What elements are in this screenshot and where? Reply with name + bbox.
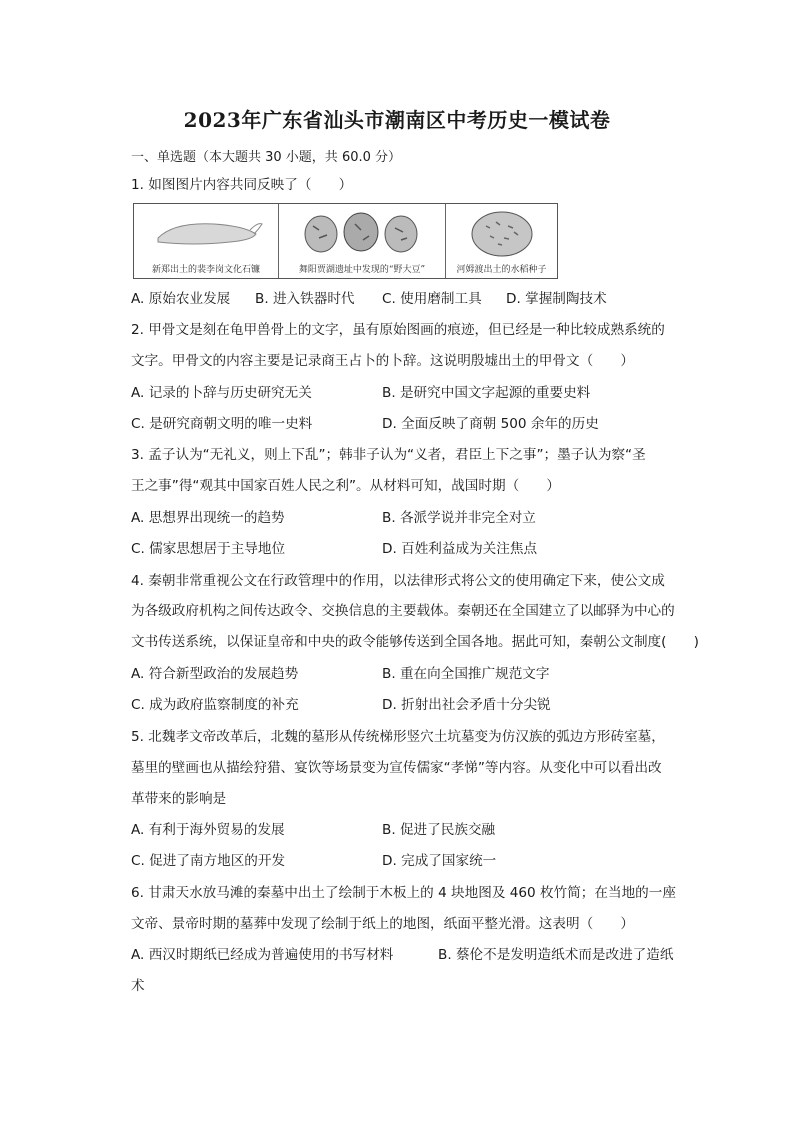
q3-option-c: C. 儒家思想居于主导地位	[131, 541, 286, 557]
q3-option-b: B. 各派学说并非完全对立	[382, 510, 536, 526]
q4-option-a: A. 符合新型政治的发展趋势	[131, 666, 299, 682]
q5-option-c: C. 促进了南方地区的开发	[131, 853, 286, 869]
q3-option-a: A. 思想界出现统一的趋势	[131, 510, 285, 526]
section-heading: 一、单选题（本大题共 30 小题，共 60.0 分）	[131, 150, 402, 165]
page-title: 2023年广东省汕头市潮南区中考历史一模试卷	[183, 108, 611, 132]
q1-option-c: C. 使用磨制工具	[382, 291, 482, 307]
q1-option-d: D. 掌握制陶技术	[506, 291, 607, 307]
question-6-line: 文帝、景帝时期的墓葬中发现了绘制于纸上的地图，纸面平整光滑。这表明（ ）	[131, 916, 634, 932]
q2-option-b: B. 是研究中国文字起源的重要史料	[382, 385, 591, 401]
question-2-line: 文字。甲骨文的内容主要是记录商王占卜的卜辞。这说明殷墟出土的甲骨文（ ）	[131, 353, 634, 369]
question-5-line: 革带来的影响是	[131, 791, 227, 807]
q2-option-c: C. 是研究商朝文明的唯一史料	[131, 416, 313, 432]
q1-figure	[133, 203, 558, 279]
question-6-line: 6. 甘肃天水放马滩的秦墓中出土了绘制于木板上的 4 块地图及 460 枚竹简；在当地的一座	[131, 885, 676, 901]
q1-option-a: A. 原始农业发展	[131, 291, 231, 307]
q4-option-d: D. 折射出社会矛盾十分尖锐	[382, 697, 551, 713]
question-4-line: 为各级政府机构之间传达政令、交换信息的主要载体。秦朝还在全国建立了以邮驿为中心的	[131, 603, 675, 619]
question-4-line: 4. 秦朝非常重视公文在行政管理中的作用，以法律形式将公文的使用确定下来，使公文成	[131, 573, 665, 589]
q5-option-d: D. 完成了国家统一	[382, 853, 497, 869]
stone-sickle-image	[134, 204, 279, 278]
q2-option-d: D. 全面反映了商朝 500 余年的历史	[382, 416, 599, 432]
question-5-line: 5. 北魏孝文帝改革后，北魏的墓形从传统梯形竖穴土坑墓变为仿汉族的弧边方形砖室墓，	[131, 729, 665, 745]
q6-option-b-continued: 术	[131, 978, 145, 994]
question-2-line: 2. 甲骨文是刻在龟甲兽骨上的文字，虽有原始图画的痕迹，但已经是一种比较成熟系统的	[131, 322, 665, 338]
rice-seed-image	[446, 204, 557, 278]
q5-option-b: B. 促进了民族交融	[382, 822, 496, 838]
question-3-line: 3. 孟子认为“无礼义，则上下乱”；韩非子认为“义者，君臣上下之事”；墨子认为察“圣	[131, 447, 646, 463]
q4-option-c: C. 成为政府监察制度的补充	[131, 697, 299, 713]
question-5-line: 墓里的壁画也从描绘狩猎、宴饮等场景变为宣传儒家“孝悌”等内容。从变化中可以看出改	[131, 760, 662, 776]
question-4-line: 文书传送系统，以保证皇帝和中央的政令能够传送到全国各地。据此可知，秦朝公文制度( )	[131, 634, 699, 650]
q4-option-b: B. 重在向全国推广规范文字	[382, 666, 550, 682]
q2-option-a: A. 记录的卜辞与历史研究无关	[131, 385, 312, 401]
q3-option-d: D. 百姓利益成为关注焦点	[382, 541, 538, 557]
question-1-line: 1. 如图图片内容共同反映了（ ）	[131, 177, 353, 193]
figure-caption-1: 新郑出土的裴李岗文化石镰	[151, 265, 260, 275]
q1-option-b: B. 进入铁器时代	[255, 291, 355, 307]
question-3-line: 王之事”得“观其中国家百姓人民之利”。从材料可知，战国时期（ ）	[131, 478, 560, 494]
q6-option-b: B. 蔡伦不是发明造纸术而是改进了造纸	[438, 947, 674, 963]
figure-caption-2: 舞阳贾湖遗址中发现的“野大豆”	[298, 265, 426, 275]
wild-soybean-image	[279, 204, 446, 278]
figure-caption-3: 河姆渡出土的水稻种子	[456, 265, 547, 275]
q6-option-a: A. 西汉时期纸已经成为普遍使用的书写材料	[131, 947, 394, 963]
q5-option-a: A. 有利于海外贸易的发展	[131, 822, 285, 838]
